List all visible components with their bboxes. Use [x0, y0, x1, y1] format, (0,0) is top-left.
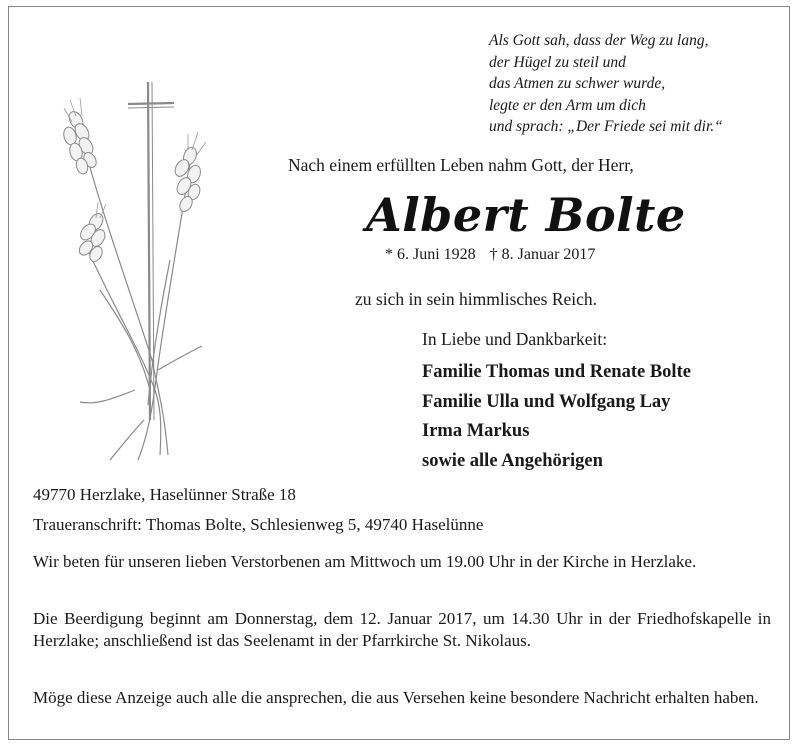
- gratitude-line: In Liebe und Dankbarkeit:: [422, 329, 608, 349]
- mourner-entry: Irma Markus: [422, 421, 530, 441]
- mourner-entry: Familie Thomas und Renate Bolte: [422, 362, 691, 382]
- home-address: 49770 Herzlake, Haselünner Straße 18: [33, 485, 296, 504]
- prayer-paragraph: Wir beten für unseren lieben Verstorbenen am Mittwoch um 19.00 Uhr in der Kirche in Herzlake.: [33, 552, 697, 571]
- closing-line: zu sich in sein himmlisches Reich.: [355, 289, 598, 309]
- mourning-address: Traueranschrift: Thomas Bolte, Schlesienweg 5, 49740 Haselünne: [33, 515, 484, 534]
- notice-paragraph: Möge diese Anzeige auch alle die ansprechen, die aus Versehen keine besondere Nachricht erhalten haben.: [33, 688, 759, 707]
- mourner-entry: sowie alle Angehörigen: [422, 450, 603, 471]
- intro-text: Nach einem erfüllten Leben nahm Gott, der Herr,: [288, 155, 634, 175]
- cross-with-wheat-icon: [40, 60, 210, 480]
- life-dates: [385, 246, 609, 264]
- death-date: † 8. Januar 2017: [489, 246, 596, 263]
- poem-line: der Hügel zu steil und: [489, 53, 626, 71]
- deceased-name: Albert Bolte: [366, 188, 686, 242]
- mourner-entry: Familie Ulla und Wolfgang Lay: [422, 391, 671, 412]
- funeral-paragraph: Die Beerdigung beginnt am Donnerstag, dem 12. Januar 2017, um 14.30 Uhr in der Friedhofskapelle in Herzlake; anschließend ist das Seelenamt in der Pfarrkirche St. Nikolaus.: [33, 609, 771, 650]
- poem-line: legte er den Arm um dich: [489, 96, 646, 114]
- birth-date: * 6. Juni 1928: [385, 246, 476, 263]
- poem-line: und sprach: „Der Friede sei mit dir.“: [489, 118, 723, 135]
- poem-line: Als Gott sah, dass der Weg zu lang,: [489, 32, 709, 49]
- poem-line: das Atmen zu schwer wurde,: [489, 75, 666, 92]
- mourners-list: [422, 358, 691, 476]
- poem: [489, 30, 789, 138]
